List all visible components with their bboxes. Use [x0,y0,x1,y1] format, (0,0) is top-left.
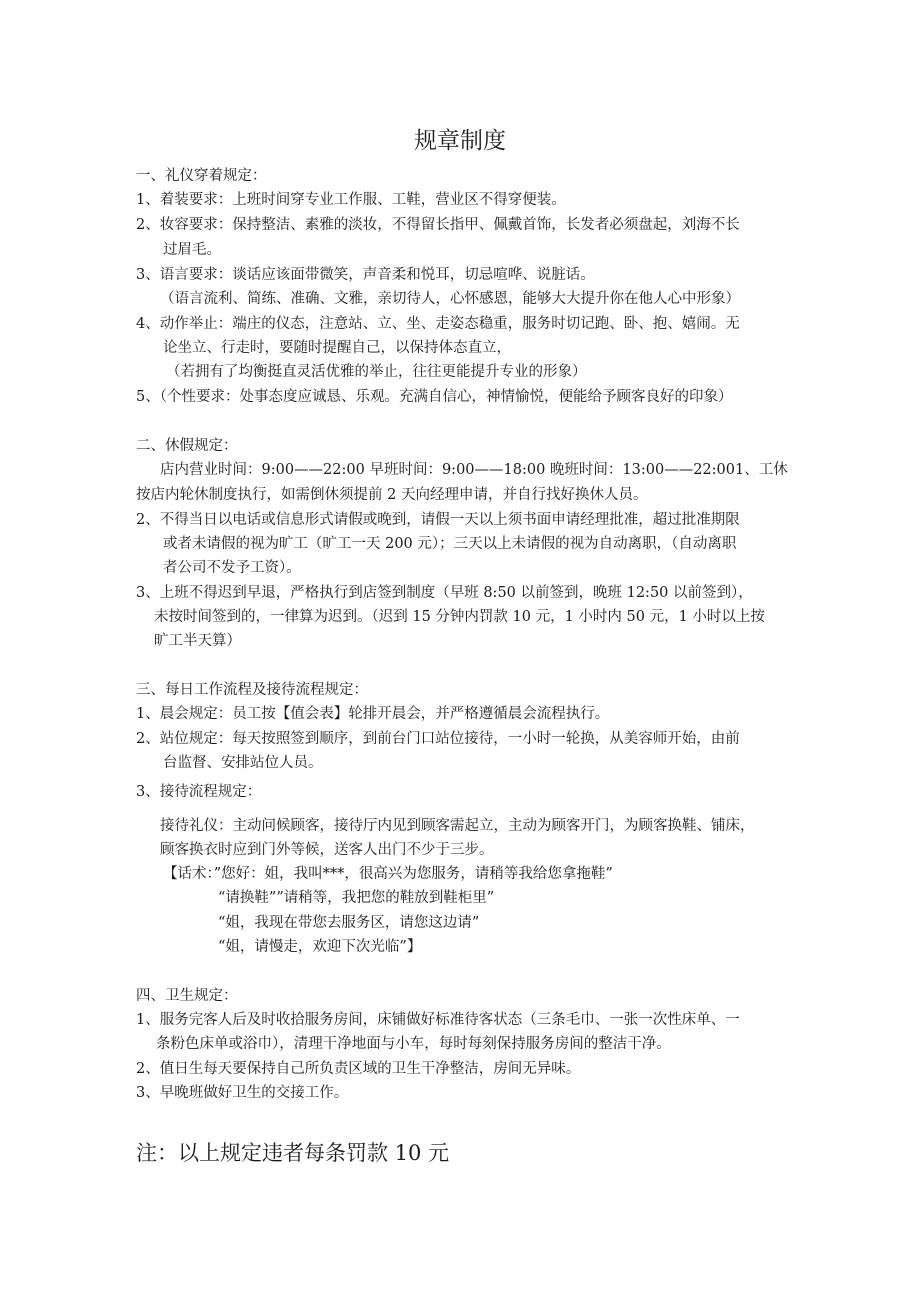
rule-line: （语言流利、简练、准确、文雅，亲切待人，心怀感恩，能够大大提升你在他人心中形象） [160,291,740,307]
rule-line: 条粉色床单或浴巾），清理干净地面与小车，每时每刻保持服务房间的整洁干净。 [156,1036,671,1052]
rule-line: 台监督、安排站位人员。 [163,755,323,771]
page-title: 规章制度 [414,128,506,154]
rule-line: 未按时间签到的，一律算为迟到。（迟到 15 分钟内罚款 10 元，1 小时内 50 元，1 小时以上按 [154,609,765,625]
rule-line: （若拥有了均衡挺直灵活优雅的举止，往往更能提升专业的形象） [166,364,587,380]
penalty-note: 注：以上规定违者每条罚款 10 元 [136,1141,450,1165]
rule-line: 3、早晚班做好卫生的交接工作。 [136,1085,349,1101]
rule-line: 过眉毛。 [163,242,221,258]
rule-line: 2、值日生每天要保持自己所负责区域的卫生干净整洁，房间无异味。 [136,1061,581,1077]
rule-line: 接待礼仪：主动问候顾客，接待厅内见到顾客需起立，主动为顾客开门，为顾客换鞋、铺床， [160,818,755,834]
rule-line: 3、接待流程规定： [136,784,262,800]
section-heading-hygiene: 四、卫生规定： [136,988,238,1004]
rule-line: 1、晨会规定：员工按【值会表】轮排开晨会，并严格遵循晨会流程执行。 [136,706,610,722]
rule-line: 旷工半天算） [154,633,241,649]
section-heading-etiquette: 一、礼仪穿着规定： [136,168,267,184]
script-line: “姐，我现在带您去服务区，请您这边请” [218,915,480,931]
script-line: “姐，请慢走，欢迎下次光临”】 [218,939,422,955]
rule-line: 1、服务完客人后及时收拾服务房间，床铺做好标准待客状态（三条毛巾、一张一次性床单、一 [136,1012,740,1028]
rule-line: 或者未请假的视为旷工（旷工一天 200 元）；三天以上未请假的视为自动离职，（自动离职 [163,536,737,552]
script-line: 【话术：”您好：姐，我叫***，很高兴为您服务，请稍等我给您拿拖鞋” [163,866,613,882]
rule-line: 1、着装要求：上班时间穿专业工作服、工鞋，营业区不得穿便装。 [136,192,566,208]
section-heading-workflow: 三、每日工作流程及接待流程规定： [136,682,368,698]
rule-line: 店内营业时间：9:00——22:00 早班时间：9:00——18:00 晚班时间：13:00——22:001、工休 [160,462,788,478]
rule-line: 2、不得当日以电话或信息形式请假或晚到，请假一天以上须书面申请经理批准，超过批准期限 [136,512,740,528]
rule-line: 顾客换衣时应到门外等候，送客人出门不少于三步。 [160,842,494,858]
section-heading-leave: 二、休假规定： [136,438,238,454]
rule-line: 者公司不发予工资）。 [163,560,301,576]
rule-line: 3、上班不得迟到早退，严格执行到店签到制度（早班 8:50 以前签到，晚班 12:50 以前签到）， [136,585,753,601]
rule-line: 2、站位规定：每天按照签到顺序，到前台门口站位接待，一小时一轮换，从美容师开始，由前 [136,731,740,747]
rule-line: 4、动作举止：端庄的仪态，注意站、立、坐、走姿态稳重，服务时切记跑、卧、抱、嬉闹。无 [136,316,740,332]
rule-line: 2、妆容要求：保持整洁、素雅的淡妆，不得留长指甲、佩戴首饰，长发者必须盘起，刘海不长 [136,217,740,233]
rule-line: 3、语言要求：谈话应该面带微笑，声音柔和悦耳，切忌喧哗、说脏话。 [136,267,595,283]
rule-line: 按店内轮休制度执行，如需倒休须提前 2 天向经理申请，并自行找好换休人员。 [136,487,648,503]
rule-line: 5、（个性要求：处事态度应诚恳、乐观。充满自信心，神情愉悦，便能给予顾客良好的印象） [136,389,733,405]
rule-line: 论坐立、行走时，要随时提醒自己，以保持体态直立， [163,340,511,356]
script-line: “请换鞋””请稍等，我把您的鞋放到鞋柜里” [218,890,495,906]
